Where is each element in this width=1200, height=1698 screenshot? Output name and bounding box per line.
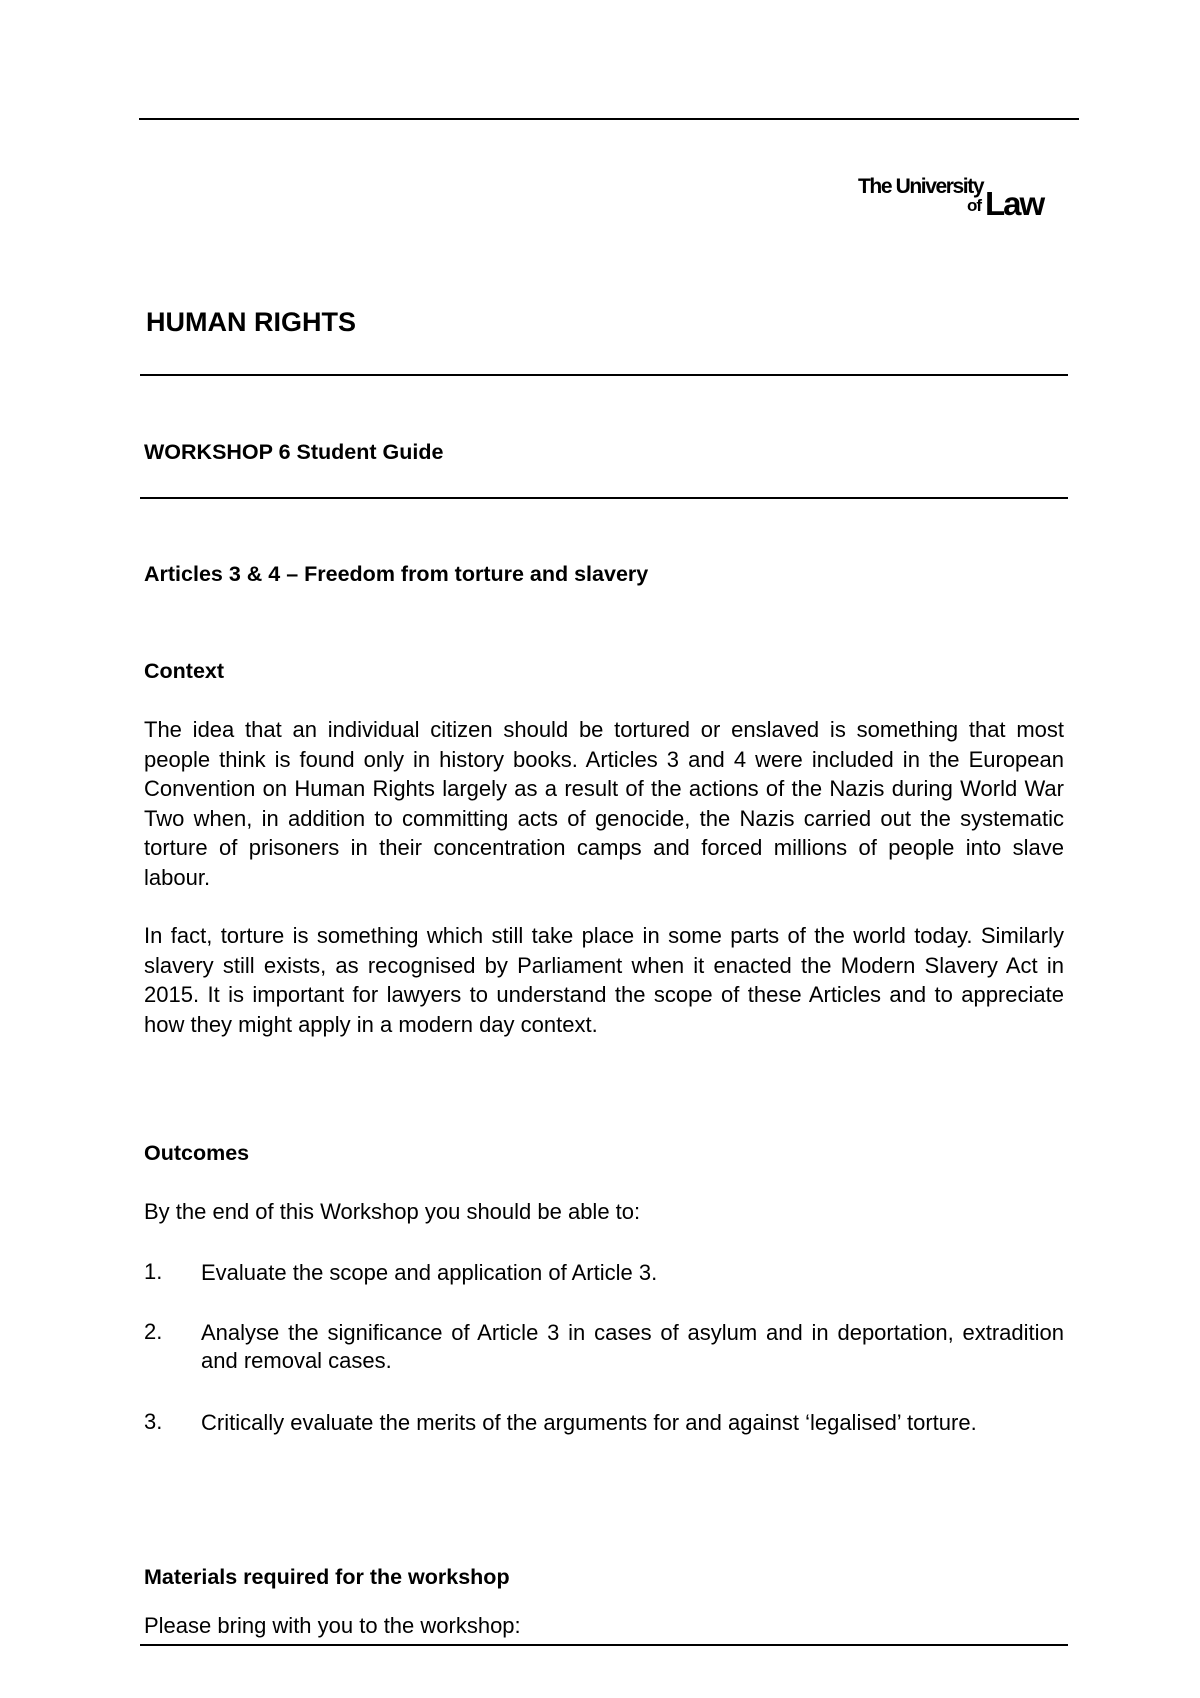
context-paragraph-1: The idea that an individual citizen should be tortured or enslaved is something that most people think is found only in history books. Articles 3 and 4 were included in the European Convention on Human Rights largely as a result of the actions of the Nazis during World War Two when, in addition to committing acts of genocide, the Nazis carried out the systematic torture of prisoners in their concentration camps and forced millions of people into slave labour. [144,717,1064,890]
title-rule [140,374,1068,376]
logo-line1: The University [858,175,984,198]
outcome-text-1: Evaluate the scope and application of Article 3. [201,1260,658,1285]
outcomes-heading: Outcomes [144,1141,250,1165]
outcome-number-1: 1. [144,1259,163,1284]
outcome-text-3: Critically evaluate the merits of the arguments for and against ‘legalised’ torture. [201,1410,977,1435]
top-rule [139,118,1079,120]
context-paragraph-2: In fact, torture is something which still take place in some parts of the world today. Similarly slavery still exists, as recognised by Parliament when it enacted the Modern Slavery Act in 2015. It is important for lawyers to understand the scope of these Articles and to appreciate how they might apply in a modern day context. [144,923,1064,1037]
document-title: HUMAN RIGHTS [146,307,356,337]
outcome-number-3: 3. [144,1409,163,1434]
outcome-number-2: 2. [144,1319,163,1344]
outcome-text-2: Analyse the significance of Article 3 in cases of asylum and in deportation, extradition and removal cases. [201,1320,1064,1373]
document-subtitle: WORKSHOP 6 Student Guide [144,440,444,464]
university-of-law-logo [858,175,1068,225]
materials-intro: Please bring with you to the workshop: [144,1613,521,1638]
outcomes-intro: By the end of this Workshop you should be able to: [144,1199,641,1224]
subtitle-rule [140,497,1068,499]
materials-heading: Materials required for the workshop [144,1565,510,1589]
logo-line2-large: Law [985,185,1044,222]
logo-line2-small: of [967,196,982,215]
context-heading: Context [144,659,225,683]
topic-heading: Articles 3 & 4 – Freedom from torture and slavery [144,562,649,586]
bottom-rule [140,1644,1068,1646]
